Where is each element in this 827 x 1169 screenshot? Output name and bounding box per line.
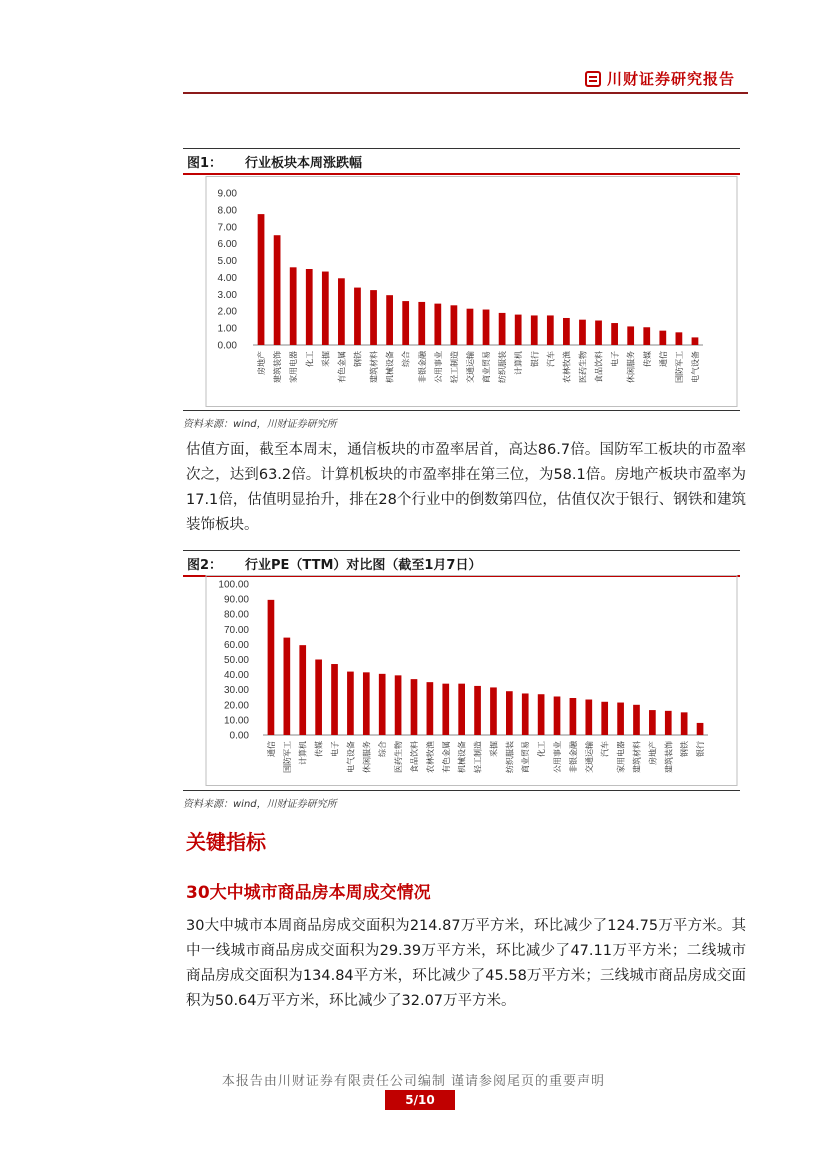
section-title: 关键指标 (186, 830, 266, 854)
chart-bar (515, 315, 522, 345)
x-category-label: 建筑装饰 (664, 741, 674, 773)
chart-bar (554, 696, 561, 735)
figure1-title: 行业板块本周涨跌幅 (245, 155, 363, 171)
x-category-label: 综合 (378, 741, 388, 757)
x-category-label: 建筑装饰 (273, 351, 283, 383)
chart-bar (649, 710, 656, 735)
chart-bar (531, 315, 538, 345)
x-category-label: 钢铁 (680, 741, 690, 757)
chart-bar (474, 686, 481, 735)
x-category-label: 银行 (696, 741, 706, 757)
chart-bar (379, 674, 386, 735)
y-tick-label: 40.00 (223, 670, 249, 682)
y-tick-label: 30.00 (223, 685, 249, 697)
chart-bar (681, 712, 688, 735)
x-category-label: 有色金属 (337, 351, 347, 383)
x-category-label: 建筑材料 (369, 351, 379, 383)
chart-bar (697, 723, 704, 735)
chart-bar (627, 326, 634, 345)
brand-name: 川财证券研究报告 (607, 70, 736, 88)
x-category-label: 医药生物 (578, 351, 588, 383)
chart-bar (315, 660, 322, 736)
chart-bar (563, 318, 570, 345)
x-category-label: 国防军工 (674, 350, 684, 383)
housing-paragraph: 30大中城市本周商品房成交面积为214.87万平方米，环比减少了124.75万平方米。其中一线城市商品房成交面积为29.39万平方米，环比减少了47.11万平方米；二线城市商品房成交面积为134.84平方米，环比减少了45.58万平方米；三线城市商品房成交面积为50.64万平方米，环比减少了32.07万平方米。 (186, 918, 746, 1009)
chart-bar (402, 301, 409, 345)
chart-bar (290, 267, 297, 345)
x-category-label: 电子 (330, 741, 340, 757)
x-category-label: 农林牧渔 (425, 741, 435, 773)
chart-bar (617, 703, 624, 735)
chart-bar (547, 315, 554, 345)
x-category-label: 商业贸易 (521, 741, 531, 773)
x-category-label: 采掘 (489, 741, 499, 757)
chart-bar (322, 272, 329, 345)
x-category-label: 轻工制造 (473, 741, 483, 773)
chart-bar (665, 711, 672, 735)
x-category-label: 交通运输 (465, 351, 475, 383)
y-tick-label: 100.00 (218, 579, 249, 591)
x-category-label: 采掘 (321, 351, 331, 367)
x-category-label: 综合 (401, 351, 411, 367)
x-category-label: 国防军工 (282, 741, 292, 773)
x-category-label: 计算机 (298, 741, 308, 765)
chart-bar (458, 684, 465, 735)
figure2-chart-svg (183, 575, 740, 787)
chart-bar (676, 332, 683, 345)
chart-bar (490, 687, 497, 735)
x-category-label: 轻工制造 (449, 351, 459, 383)
x-category-label: 食品饮料 (409, 741, 419, 773)
chart-bar (354, 288, 361, 345)
x-category-label: 休闲服务 (362, 741, 372, 773)
valuation-paragraph: 估值方面，截至本周末，通信板块的市盈率居首，高达86.7倍。国防军工板块的市盈率次之，达到63.2倍。计算机板块的市盈率排在第三位，为58.1倍。房地产板块市盈率为17.1倍，估值明显抬升，排在28个行业中的倒数第四位，估值仅次于银行、钢铁和建筑装饰板块。 (186, 442, 746, 533)
chart-bar (331, 664, 338, 735)
x-category-label: 电子 (610, 351, 620, 367)
x-category-label: 汽车 (546, 351, 556, 367)
x-category-label: 电气设备 (346, 741, 356, 773)
x-category-label: 钢铁 (353, 351, 363, 367)
y-tick-label: 7.00 (217, 222, 237, 234)
chart-bar (347, 672, 354, 735)
y-tick-label: 60.00 (223, 639, 249, 651)
brand-header (585, 68, 735, 89)
chart-bar (467, 309, 474, 345)
x-category-label: 银行 (530, 351, 540, 367)
x-category-label: 纺织服装 (498, 351, 508, 383)
x-category-label: 公用事业 (553, 741, 563, 773)
y-tick-label: 6.00 (217, 239, 237, 251)
chart-bar (268, 600, 275, 735)
x-category-label: 交通运输 (584, 741, 594, 773)
figure2-chart (183, 575, 740, 787)
chart-bar (643, 327, 650, 345)
x-category-label: 纺织服装 (505, 741, 515, 773)
y-tick-label: 1.00 (217, 323, 237, 335)
chart-bar (692, 337, 699, 345)
x-category-label: 化工 (305, 351, 315, 367)
y-tick-label: 0.00 (229, 730, 249, 742)
chart-bar (538, 694, 545, 735)
chart-bar (499, 313, 506, 345)
x-category-label: 汽车 (600, 741, 610, 757)
x-category-label: 传媒 (314, 741, 324, 757)
y-tick-label: 80.00 (223, 609, 249, 621)
y-tick-label: 10.00 (223, 715, 249, 727)
chart-bar (579, 320, 586, 345)
y-tick-label: 90.00 (223, 594, 249, 606)
figure2-title-bar (183, 550, 740, 577)
x-category-label: 通信 (266, 741, 276, 757)
figure1-title-bar (183, 148, 740, 175)
x-category-label: 商业贸易 (482, 351, 492, 383)
y-tick-label: 70.00 (223, 624, 249, 636)
chart-bar (258, 214, 265, 345)
chart-bar (601, 702, 608, 735)
figure1-chart (183, 176, 740, 408)
x-category-label: 计算机 (514, 351, 524, 375)
x-category-label: 有色金属 (441, 741, 451, 773)
x-category-label: 非银金融 (568, 741, 578, 773)
chart-bar (451, 305, 458, 345)
subsection-title: 30大中城市商品房本周成交情况 (186, 883, 431, 903)
chart-bar (434, 304, 441, 345)
page-number: 5/10 (385, 1090, 455, 1110)
x-category-label: 家用电器 (616, 741, 626, 773)
y-tick-label: 9.00 (217, 188, 237, 200)
x-category-label: 机械设备 (385, 351, 395, 383)
x-category-label: 家用电器 (289, 351, 299, 383)
x-category-label: 医药生物 (394, 741, 404, 773)
chart-bar (284, 638, 291, 735)
chart-bar (306, 269, 313, 345)
figure1-source: 资料来源：wind，川财证券研究所 (183, 410, 740, 430)
figure2-source: 资料来源：wind，川财证券研究所 (183, 790, 740, 810)
y-tick-label: 4.00 (217, 272, 237, 284)
chart-bar (506, 691, 513, 735)
chart-bar (659, 331, 666, 345)
x-category-label: 房地产 (648, 741, 658, 765)
x-category-label: 通信 (658, 351, 668, 367)
y-tick-label: 8.00 (217, 205, 237, 217)
chart-bar (363, 672, 370, 735)
chart-bar (633, 705, 640, 735)
x-category-label: 化工 (537, 741, 547, 757)
figure1-chart-svg (183, 176, 740, 408)
chart-bar (483, 310, 490, 345)
chart-bar (611, 323, 618, 345)
y-tick-label: 5.00 (217, 256, 237, 268)
y-tick-label: 50.00 (223, 655, 249, 666)
y-tick-label: 3.00 (217, 289, 237, 301)
x-category-label: 公用事业 (433, 351, 443, 383)
y-tick-label: 0.00 (217, 340, 237, 352)
chart-bar (338, 278, 345, 345)
footer-disclaimer: 本报告由川财证券有限责任公司编制 谨请参阅尾页的重要声明 (221, 1074, 606, 1089)
chart-bar (274, 235, 281, 345)
x-category-label: 机械设备 (457, 741, 467, 773)
chart-bar (411, 679, 418, 735)
x-category-label: 休闲服务 (626, 351, 636, 383)
chart-bar (595, 321, 602, 345)
chart-bar (442, 684, 449, 735)
chart-bar (427, 682, 434, 735)
figure1-label: 图1： (187, 155, 223, 171)
chart-bar (418, 302, 425, 345)
x-category-label: 建筑材料 (632, 741, 642, 773)
chart-bar (299, 645, 306, 735)
x-category-label: 电气设备 (690, 351, 700, 383)
y-tick-label: 20.00 (223, 700, 249, 712)
chart-bar (395, 675, 402, 735)
chart-bar (585, 700, 592, 735)
x-category-label: 传媒 (642, 351, 652, 367)
figure2-label: 图2： (187, 557, 223, 573)
chart-bar (386, 295, 393, 345)
x-category-label: 食品饮料 (594, 351, 604, 383)
y-tick-label: 2.00 (217, 306, 237, 318)
chart-bar (522, 693, 529, 735)
chart-bar (370, 290, 377, 345)
x-category-label: 房地产 (257, 351, 267, 375)
figure2-title: 行业PE（TTM）对比图（截至1月7日） (245, 557, 482, 573)
brand-logo-icon (585, 71, 601, 87)
x-category-label: 非银金融 (417, 351, 427, 383)
chart-bar (570, 698, 577, 735)
x-category-label: 农林牧渔 (562, 351, 572, 383)
header-divider (183, 92, 748, 94)
